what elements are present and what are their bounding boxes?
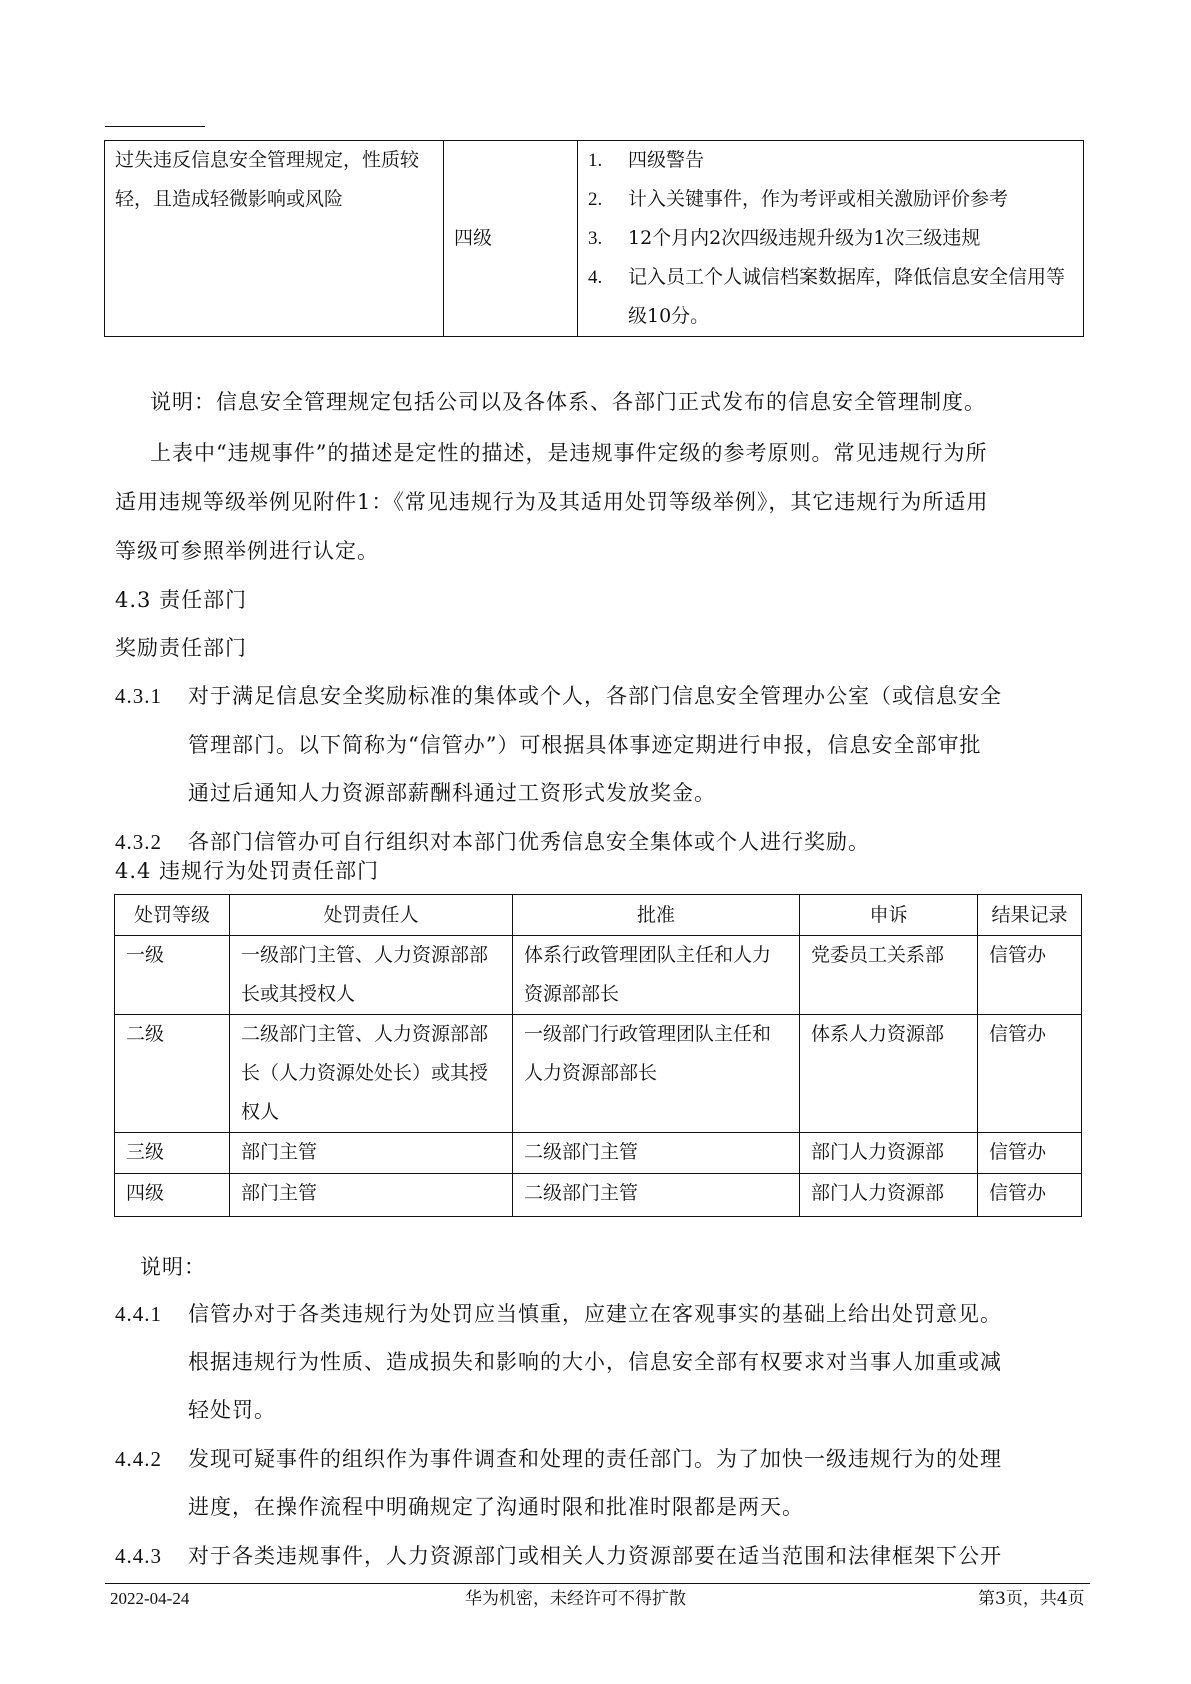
table-cell: 一级部门行政管理团队主任和人力资源部部长 bbox=[513, 1015, 800, 1133]
table-row bbox=[115, 936, 1082, 1015]
table-row bbox=[115, 1174, 1082, 1217]
penalty-item-text: 四级警告 bbox=[628, 149, 705, 171]
table-cell: 二级部门主管、人力资源部部长（人力资源处处长）或其授权人 bbox=[230, 1015, 513, 1133]
note-regulations: 说明：信息安全管理规定包括公司以及各体系、各部门正式发布的信息安全管理制度。 bbox=[150, 390, 986, 414]
footer-confidential: 华为机密，未经许可不得扩散 bbox=[465, 1589, 686, 1609]
penalty-item-number: 1. bbox=[588, 150, 603, 171]
table-header-row bbox=[115, 895, 1082, 936]
clause-4-4-2-line-1: 发现可疑事件的组织作为事件调查和处理的责任部门。为了加快一级违规行为的处理 bbox=[188, 1447, 1002, 1471]
table-cell: 信管办 bbox=[978, 1015, 1082, 1133]
table-cell: 信管办 bbox=[978, 1174, 1082, 1217]
table-row bbox=[115, 1133, 1082, 1174]
table-cell: 二级部门主管 bbox=[513, 1174, 800, 1217]
violation-description: 过失违反信息安全管理规定，性质较轻，且造成轻微影响或风险 bbox=[105, 141, 444, 337]
violation-level-table bbox=[104, 140, 1084, 337]
table-cell: 体系人力资源部 bbox=[800, 1015, 978, 1133]
note-table-line-1: 上表中“违规事件”的描述是定性的描述，是违规事件定级的参考原则。常见违规行为所 bbox=[150, 441, 988, 465]
clause-number: 4.3.1 bbox=[115, 684, 162, 708]
table-cell: 四级 bbox=[115, 1174, 230, 1217]
penalty-item-text: 计入关键事件，作为考评或相关激励评价参考 bbox=[628, 188, 1009, 210]
table-cell: 三级 bbox=[115, 1133, 230, 1174]
violation-level: 四级 bbox=[444, 141, 578, 337]
table-cell: 部门主管 bbox=[230, 1174, 513, 1217]
clause-4-3-1-line-2: 管理部门。以下简称为“信管办”）可根据具体事迹定期进行申报，信息安全部审批 bbox=[188, 733, 982, 757]
table-cell: 二级部门主管 bbox=[513, 1133, 800, 1174]
table-cell: 一级部门主管、人力资源部部长或其授权人 bbox=[230, 936, 513, 1015]
reward-dept-heading: 奖励责任部门 bbox=[115, 636, 247, 660]
column-header: 处罚等级 bbox=[115, 895, 230, 936]
table-cell: 信管办 bbox=[978, 936, 1082, 1015]
penalty-item-number: 2. bbox=[588, 189, 603, 210]
penalty-item-text: 12个月内2次四级违规升级为1次三级违规 bbox=[628, 227, 981, 249]
column-header: 申诉 bbox=[800, 895, 978, 936]
table-cell: 党委员工关系部 bbox=[800, 936, 978, 1015]
clause-4-4-1-line-1: 信管办对于各类违规行为处罚应当慎重，应建立在客观事实的基础上给出处罚意见。 bbox=[188, 1302, 1002, 1326]
table-cell: 信管办 bbox=[978, 1133, 1082, 1174]
table-row bbox=[115, 1015, 1082, 1133]
header-rule bbox=[105, 126, 205, 127]
column-header: 批准 bbox=[513, 895, 800, 936]
penalty-item bbox=[588, 219, 1073, 258]
column-header: 结果记录 bbox=[978, 895, 1082, 936]
table-cell: 部门人力资源部 bbox=[800, 1174, 978, 1217]
penalty-item bbox=[588, 180, 1073, 219]
penalty-item-number: 3. bbox=[588, 228, 603, 249]
table-cell: 一级 bbox=[115, 936, 230, 1015]
note-label: 说明： bbox=[140, 1255, 206, 1279]
clause-4-3-1-line-3: 通过后通知人力资源部薪酬科通过工资形式发放奖金。 bbox=[188, 781, 716, 805]
column-header: 处罚责任人 bbox=[230, 895, 513, 936]
note-table-line-2: 适用违规等级举例见附件1：《常见违规行为及其适用处罚等级举例》，其它违规行为所适用 bbox=[115, 490, 989, 514]
footer-rule bbox=[105, 1583, 1090, 1584]
section-4-3-heading: 4.3 责任部门 bbox=[115, 588, 248, 612]
clause-4-4-3-line-1: 对于各类违规事件，人力资源部门或相关人力资源部要在适当范围和法律框架下公开 bbox=[188, 1544, 1002, 1568]
clause-4-4-2-line-2: 进度，在操作流程中明确规定了沟通时限和批准时限都是两天。 bbox=[188, 1495, 804, 1519]
table-cell: 部门人力资源部 bbox=[800, 1133, 978, 1174]
penalty-item bbox=[588, 141, 1073, 180]
note-table-line-3: 等级可参照举例进行认定。 bbox=[115, 539, 379, 563]
table-cell: 体系行政管理团队主任和人力资源部部长 bbox=[513, 936, 800, 1015]
table-cell: 部门主管 bbox=[230, 1133, 513, 1174]
clause-number: 4.4.2 bbox=[115, 1447, 162, 1471]
table-cell: 二级 bbox=[115, 1015, 230, 1133]
clause-4-4-1-line-2: 根据违规行为性质、造成损失和影响的大小，信息安全部有权要求对当事人加重或减 bbox=[188, 1350, 1002, 1374]
penalty-item-number: 4. bbox=[588, 267, 603, 288]
penalty-item-text: 记入员工个人诚信档案数据库，降低信息安全信用等级10分。 bbox=[628, 266, 1066, 327]
clause-4-4-1-line-3: 轻处罚。 bbox=[188, 1398, 276, 1422]
clause-number: 4.4.3 bbox=[115, 1544, 162, 1568]
penalty-list bbox=[588, 141, 1073, 336]
clause-4-3-1-line-1: 对于满足信息安全奖励标准的集体或个人，各部门信息安全管理办公室（或信息安全 bbox=[188, 684, 1002, 708]
clause-4-3-2-line-1: 各部门信管办可自行组织对本部门优秀信息安全集体或个人进行奖励。 bbox=[188, 830, 870, 854]
footer-date: 2022-04-24 bbox=[110, 1589, 190, 1608]
footer-page-number: 第3页，共4页 bbox=[978, 1589, 1085, 1609]
section-4-4-heading: 4.4 违规行为处罚责任部门 bbox=[115, 859, 380, 883]
responsibility-table bbox=[114, 894, 1082, 1217]
clause-number: 4.3.2 bbox=[115, 830, 162, 854]
penalty-item bbox=[588, 258, 1073, 336]
clause-number: 4.4.1 bbox=[115, 1302, 162, 1326]
penalty-list-cell bbox=[578, 141, 1084, 337]
